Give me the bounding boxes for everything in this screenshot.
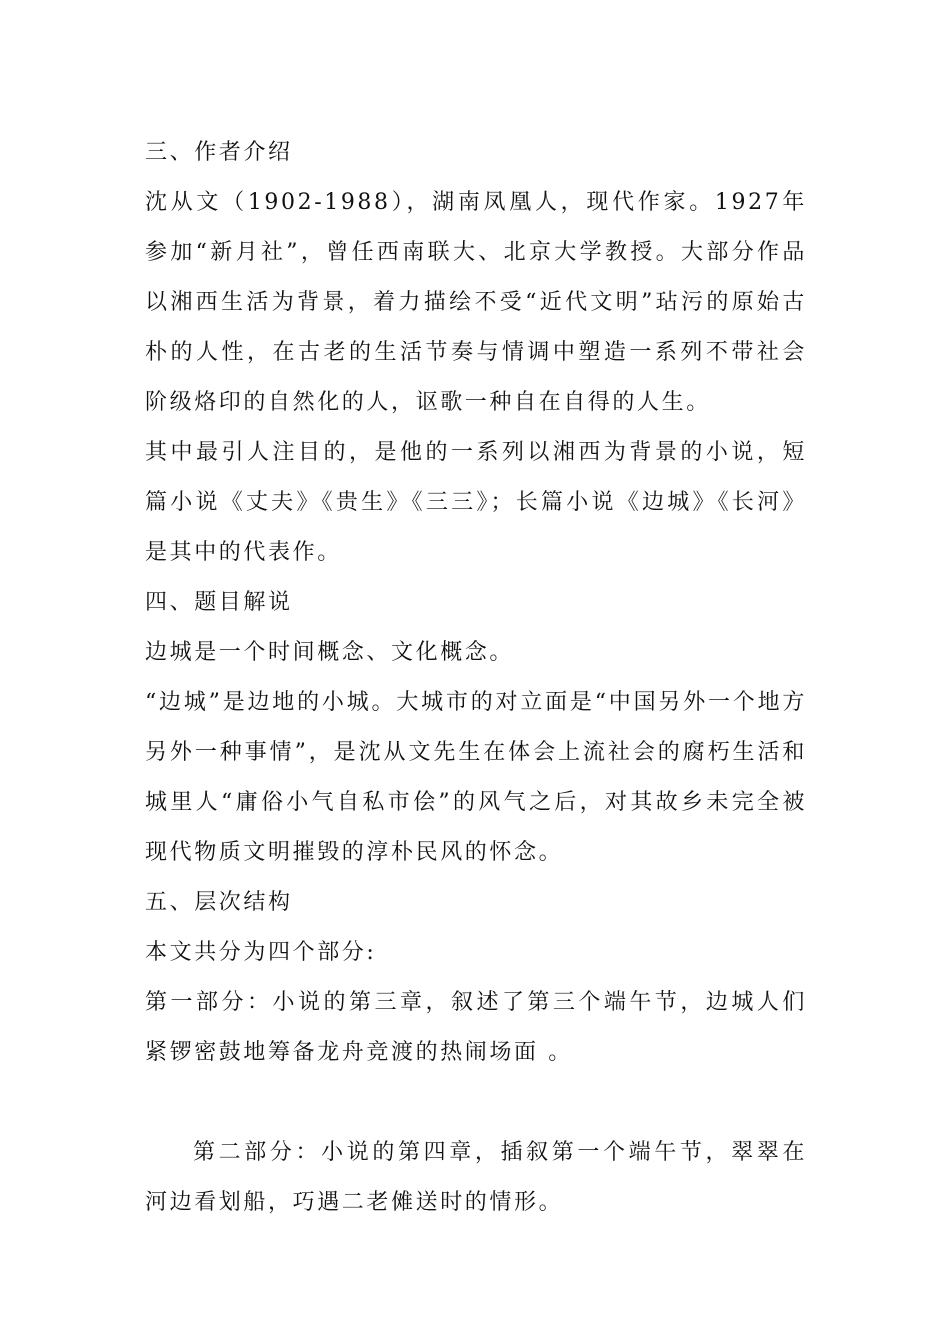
author-paragraph-1: 沈从文（1902-1988），湖南凤凰人，现代作家。1927年参加“新月社”，曾任西南联大、北京大学教授。大部分作品以湘西生活为背景，着力描绘不受“近代文明”玷污的原始古朴的人性，在古老的生活节奏与情调中塑造一系列不带社会阶级烙印的自然化的人，讴歌一种自在自得的人生。 bbox=[145, 190, 807, 415]
title-explain-paragraph-2: “边城”是边地的小城。大城市的对立面是“中国另外一个地方另外一种事情”，是沈从文先生在体会上流社会的腐朽生活和城里人“庸俗小气自私市侩”的风气之后，对其故乡未完全被现代物质文明摧毁的淳朴民风的怀念。 bbox=[145, 690, 807, 865]
section-heading-structure: 五、层次结构 bbox=[145, 890, 293, 915]
structure-intro: 本文共分为四个部分: bbox=[145, 940, 377, 965]
structure-part-1: 第一部分：小说的第三章，叙述了第三个端午节，边城人们紧锣密鼓地筹备龙舟竞渡的热闹场面 。 bbox=[145, 990, 807, 1065]
section-heading-author: 三、作者介绍 bbox=[145, 140, 293, 165]
title-explain-paragraph-1: 边城是一个时间概念、文化概念。 bbox=[145, 640, 515, 665]
structure-part-2: 第二部分：小说的第四章，插叙第一个端午节，翠翠在河边看划船，巧遇二老傩送时的情形。 bbox=[145, 1140, 807, 1215]
author-paragraph-2: 其中最引人注目的，是他的一系列以湘西为背景的小说，短篇小说《丈夫》《贵生》《三三》；长篇小说《边城》《长河》是其中的代表作。 bbox=[145, 440, 807, 565]
blank-line bbox=[145, 1078, 807, 1128]
section-heading-title-explain: 四、题目解说 bbox=[145, 590, 293, 615]
document-body bbox=[145, 128, 807, 1228]
